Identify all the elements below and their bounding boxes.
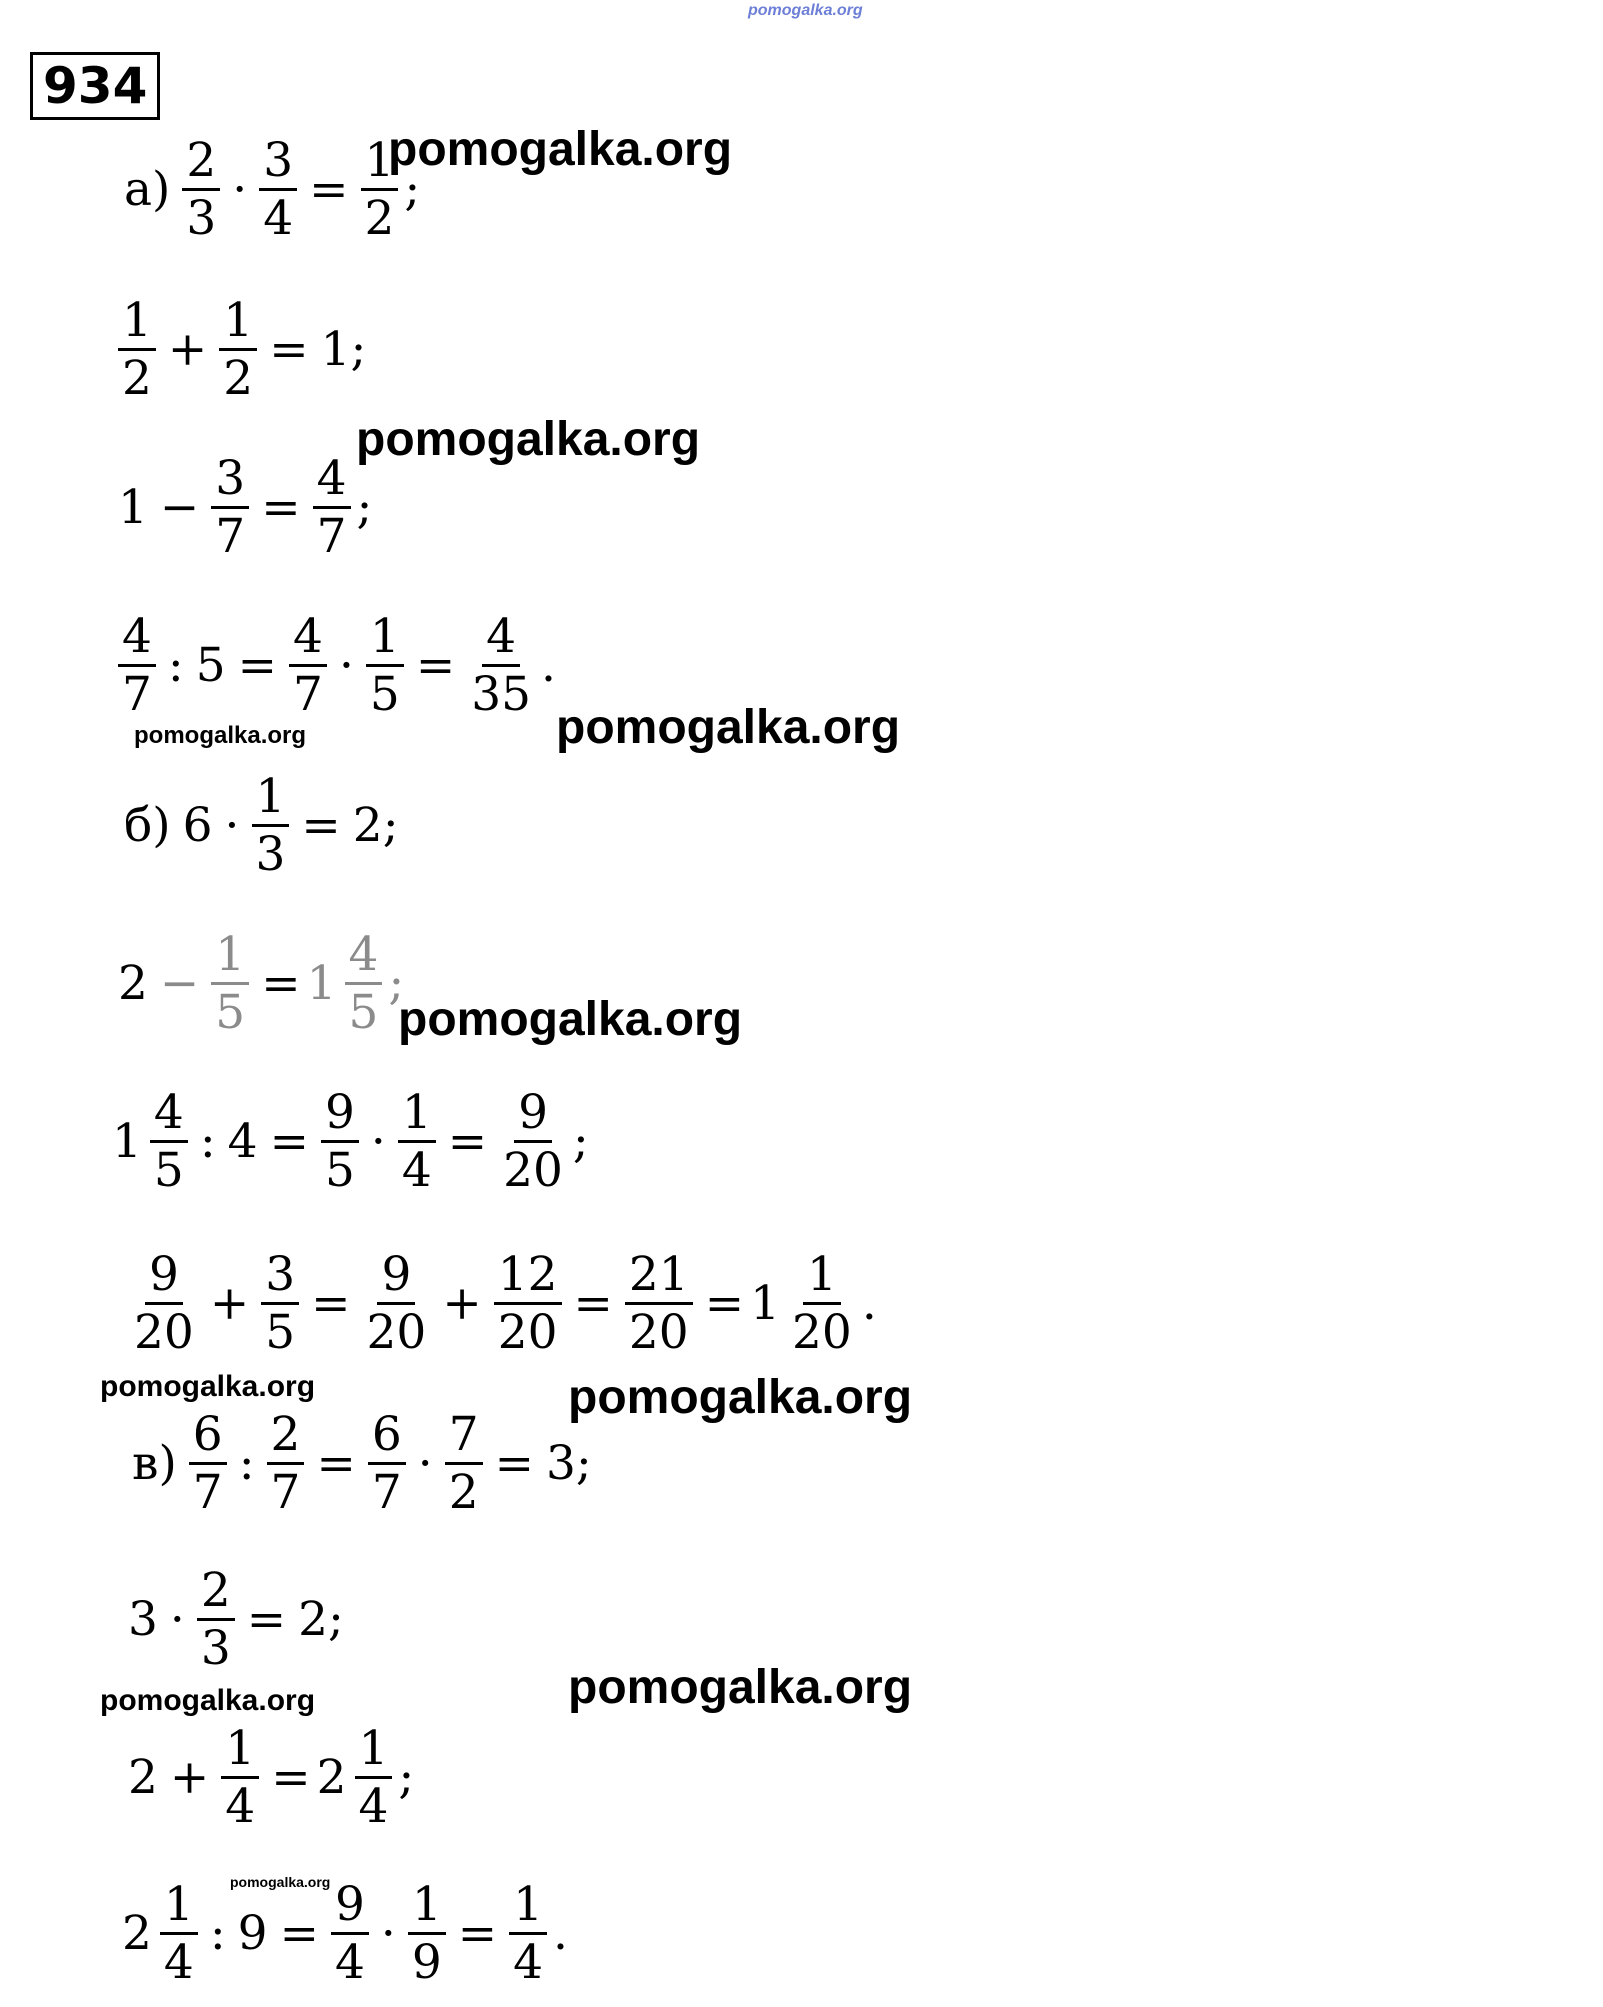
fraction: $\frac{1}{3}$ (252, 772, 290, 880)
equals-sign: = (316, 1436, 356, 1492)
equals-sign: = (457, 1906, 498, 1962)
fraction: $\frac{4}{7}$ (289, 612, 327, 720)
punctuation: ; (572, 1114, 589, 1170)
equation-a-4 (112, 609, 556, 723)
punctuation: . (541, 638, 556, 694)
whole-number: 4 (227, 1114, 258, 1170)
fraction: $\frac{12}{20}$ (494, 1250, 562, 1358)
fraction-result: $\frac{4}{35}$ (471, 609, 532, 723)
part-label-c: в) (132, 1436, 177, 1492)
mixed-number-result: 1 $\frac{1}{20}$ (750, 1247, 852, 1361)
watermark: pomogalka.org (568, 1371, 913, 1424)
fraction: $\frac{7}{2}$ (445, 1410, 483, 1518)
equals-sign: = (494, 1436, 534, 1492)
fraction: $\frac{1}{4}$ (221, 1724, 259, 1832)
operator: + (169, 1750, 210, 1806)
equation-c-1 (126, 1407, 598, 1521)
part-label-a: а) (124, 162, 171, 218)
punctuation: ; (356, 480, 373, 536)
equals-sign: = (301, 798, 341, 854)
whole-number: 2 (128, 1750, 158, 1806)
fraction: $\frac{9}{5}$ (321, 1088, 359, 1196)
whole-number: 9 (237, 1906, 268, 1962)
equals-sign: = (311, 1276, 351, 1332)
punctuation: ; (398, 1750, 415, 1806)
operator: + (167, 322, 208, 378)
equals-sign: = (269, 1114, 309, 1170)
equation-b-4 (124, 1247, 877, 1361)
whole-number: 3 (128, 1592, 158, 1648)
result-value: 2; (298, 1592, 344, 1648)
fraction: $\frac{3}{7}$ (211, 454, 249, 562)
equals-sign: = (447, 1114, 488, 1170)
result-value: 3; (546, 1436, 592, 1492)
operator: : (238, 1436, 255, 1492)
equation-b-2 (112, 927, 405, 1041)
punctuation: ; (388, 956, 405, 1012)
operator: + (442, 1276, 482, 1332)
operator: · (417, 1436, 433, 1492)
whole-number: 1 (118, 480, 148, 536)
fraction: $\frac{6}{7}$ (189, 1410, 227, 1518)
fraction: $\frac{3}{4}$ (259, 136, 297, 244)
punctuation: . (861, 1276, 877, 1332)
equation-c-4 (122, 1877, 568, 1991)
fraction-result: $\frac{1}{4}$ (509, 1880, 547, 1988)
fraction: $\frac{9}{4}$ (331, 1880, 369, 1988)
operator: · (338, 638, 354, 694)
fraction: $\frac{21}{20}$ (625, 1250, 693, 1358)
equals-sign: = (704, 1276, 745, 1332)
watermark: pomogalka.org (556, 701, 901, 754)
watermark: pomogalka.org (398, 993, 743, 1046)
watermark-top: pomogalka.org (748, 2, 863, 19)
part-label-b: б) (124, 798, 171, 854)
equals-sign: = (415, 638, 456, 694)
fraction: $\frac{2}{7}$ (267, 1410, 305, 1518)
operator: · (232, 162, 248, 218)
fraction: $\frac{1}{4}$ (398, 1088, 436, 1196)
equals-sign: = (261, 480, 301, 536)
fraction: $\frac{1}{2}$ (219, 296, 257, 404)
equals-sign: = (261, 956, 301, 1012)
equation-a-3 (112, 451, 373, 565)
fraction: $\frac{4}{7}$ (118, 612, 156, 720)
equals-sign: = (309, 162, 349, 218)
fraction-result: $\frac{4}{7}$ (313, 454, 351, 562)
watermark-small: pomogalka.org (100, 1370, 316, 1403)
equation-a-2 (112, 293, 372, 407)
equals-sign: = (279, 1906, 319, 1962)
fraction-result: $\frac{1}{2}$ (361, 136, 399, 244)
result-value: 2; (352, 798, 399, 854)
watermark-small: pomogalka.org (100, 1684, 316, 1717)
equals-sign: = (237, 638, 278, 694)
equation-b-3 (112, 1085, 589, 1199)
equals-sign: = (269, 322, 309, 378)
whole-number: 2 (118, 956, 148, 1012)
equals-sign: = (573, 1276, 613, 1332)
operator: · (224, 798, 240, 854)
fraction: $\frac{1}{5}$ (211, 930, 249, 1038)
result-value: 1; (320, 322, 367, 378)
watermark-tiny: pomogalka.org (230, 1874, 331, 1890)
fraction-result: $\frac{9}{20}$ (503, 1085, 563, 1199)
equation-b-1 (118, 769, 405, 883)
fraction: $\frac{2}{3}$ (197, 1566, 235, 1674)
equals-sign: = (271, 1750, 311, 1806)
equation-c-2 (122, 1563, 350, 1677)
punctuation: ; (404, 162, 421, 218)
equals-sign: = (246, 1592, 287, 1648)
fraction: $\frac{2}{3}$ (182, 136, 220, 244)
whole-number: 6 (182, 798, 213, 854)
fraction: $\frac{1}{5}$ (366, 612, 404, 720)
fraction: $\frac{6}{7}$ (368, 1410, 406, 1518)
operator: : (209, 1906, 226, 1962)
operator: : (167, 638, 184, 694)
equation-c-3 (122, 1721, 415, 1835)
watermark: pomogalka.org (568, 1661, 913, 1714)
fraction: $\frac{3}{5}$ (261, 1250, 299, 1358)
operator: + (209, 1276, 250, 1332)
mixed-number: 1 $\frac{4}{5}$ (112, 1088, 194, 1196)
fraction: $\frac{9}{20}$ (134, 1247, 194, 1361)
punctuation: . (553, 1906, 568, 1962)
operator: · (370, 1114, 386, 1170)
operator: · (169, 1592, 185, 1648)
watermark-small: pomogalka.org (134, 722, 307, 749)
operator: − (159, 480, 200, 536)
mixed-number-result: 1 $\frac{4}{5}$ (307, 930, 389, 1038)
fraction: $\frac{1}{9}$ (408, 1880, 446, 1988)
mixed-number-result: 2 $\frac{1}{4}$ (317, 1724, 399, 1832)
equation-a-1 (118, 133, 421, 247)
mixed-number: 2 $\frac{1}{4}$ (122, 1880, 204, 1988)
operator: : (199, 1114, 216, 1170)
watermark: pomogalka.org (356, 413, 701, 466)
operator: · (380, 1906, 396, 1962)
fraction: $\frac{9}{20}$ (366, 1247, 427, 1361)
operator: − (159, 956, 200, 1012)
whole-number: 5 (195, 638, 226, 694)
fraction: $\frac{1}{2}$ (118, 296, 156, 404)
problem-number-box: 934 (30, 52, 160, 120)
watermark: pomogalka.org (388, 123, 733, 176)
